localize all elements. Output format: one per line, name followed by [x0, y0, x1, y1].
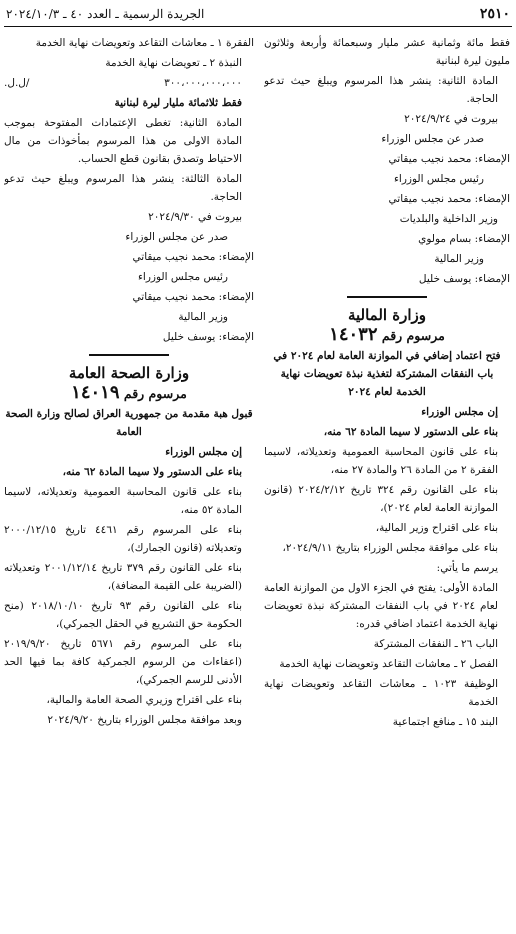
signature-line: الإمضاء: يوسف خليل	[418, 273, 510, 285]
signature-line: الإمضاء: بسام مولوي	[418, 233, 510, 245]
article-two: المادة الثانية: تغطى الإعتمادات المفتوحة بموجب المادة الاولى من هذا المرسوم بمأخوذات من مال الاحتياط وتصدق بقانون قطع الحساب.	[4, 117, 242, 165]
role-line: وزير المالية	[434, 253, 484, 265]
recital: بناء على الدستور لا سيما المادة ٦٢ منه،	[323, 426, 498, 438]
ministry-heading: وزارة الصحة العامة	[68, 364, 190, 382]
signature-line: الإمضاء: محمد نجيب ميقاتي	[132, 251, 254, 263]
date-line: بيروت في ٢٠٢٤/٩/٢٤	[404, 113, 498, 125]
role-line: وزير الداخلية والبلديات	[399, 213, 498, 225]
decree-subject: فتح اعتماد إضافي في الموازنة العامة لعام ٢٠٢٤ في باب النفقات المشتركة لتغذية نبذة تعويضات نهاية الخدمة لعام ٢٠٢٤	[273, 350, 501, 398]
decree-label: مرسوم رقم	[381, 328, 445, 343]
budget-paragraph: الفقرة ١ ـ معاشات التقاعد وتعويضات نهاية الخدمة	[35, 37, 254, 49]
issuer-line: صدر عن مجلس الوزراء	[381, 133, 484, 145]
budget-section: الفصل ٢ ـ معاشات التقاعد وتعويضات نهاية الخدمة	[279, 658, 498, 670]
decree-heading	[4, 384, 254, 403]
issuer-line: صدر عن مجلس الوزراء	[125, 231, 228, 243]
budget-subsection: النبذة ٢ ـ تعويضات نهاية الخدمة	[105, 57, 242, 69]
recital: بناء على الدستور ولا سيما المادة ٦٢ منه،	[62, 466, 242, 478]
journal-title: الجريدة الرسمية ـ العدد ٤٠ ـ ٢٠٢٤/١٠/٣	[6, 7, 205, 21]
right-column	[264, 34, 510, 926]
council-line: إن مجلس الوزراء	[421, 406, 498, 418]
signature-line: الإمضاء: محمد نجيب ميقاتي	[388, 193, 510, 205]
role-line: وزير المالية	[178, 311, 228, 323]
recital: بناء على القانون رقم ٣٧٩ تاريخ ٢٠٠١/١٢/١٤ وتعديلاته (الضريبة على القيمة المضافة)،	[4, 562, 242, 592]
left-column	[4, 34, 254, 926]
header-rule	[4, 26, 512, 27]
budget-function: الوظيفة ١٠٢٣ ـ معاشات التقاعد وتعويضات نهاية الخدمة	[264, 678, 498, 708]
recital: بناء على اقتراح وزيري الصحة العامة والمالية،	[46, 694, 242, 706]
decree-label: مرسوم رقم	[123, 386, 187, 401]
article-one: المادة الأولى: يفتح في الجزء الاول من الموازنة العامة لعام ٢٠٢٤ في باب النفقات المشتركة نبذة تعويضات نهاية الخدمة اعتماد اضافي قدره:	[264, 582, 498, 630]
recital: بناء على قانون المحاسبة العمومية وتعديلاته، لاسيما المادة ٥٢ منه،	[4, 486, 242, 516]
recital: بناء على اقتراح وزير المالية،	[375, 522, 498, 534]
role-line: رئيس مجلس الوزراء	[393, 173, 484, 185]
decree-number: ١٤٠١٩	[71, 382, 120, 403]
page-number: ٢٥١٠	[479, 6, 510, 22]
amount-in-words: فقط مائة وثمانية عشر مليار وسبعمائة وأربعة وثلاثون مليون ليرة لبنانية	[264, 37, 510, 67]
signature-line: الإمضاء: محمد نجيب ميقاتي	[388, 153, 510, 165]
recital: بناء على القانون رقم ٣٢٤ تاريخ ٢٠٢٤/٢/١٢ (قانون الموازنة العامة لعام ٢٠٢٤)،	[264, 484, 498, 514]
article-three: المادة الثالثة: ينشر هذا المرسوم ويبلغ حيث تدعو الحاجة.	[4, 173, 242, 203]
signature-line: الإمضاء: يوسف خليل	[162, 331, 254, 343]
role-line: رئيس مجلس الوزراء	[137, 271, 228, 283]
section-separator	[264, 292, 510, 302]
recital: بناء على المرسوم رقم ٤٤٦١ تاريخ ٢٠٠٠/١٢/١٥ وتعديلاته (قانون الجمارك)،	[4, 524, 242, 554]
amount-value: ٣٠٠،٠٠٠،٠٠٠،٠٠٠	[164, 77, 242, 89]
article-two: المادة الثانية: ينشر هذا المرسوم ويبلغ حيث تدعو الحاجة.	[264, 75, 498, 105]
recital: وبعد موافقة مجلس الوزراء بتاريخ ٢٠٢٤/٩/٢٠	[47, 714, 242, 726]
decree-subject: قبول هبة مقدمة من جمهورية العراق لصالح وزارة الصحة العامة	[5, 408, 253, 438]
budget-chapter: الباب ٢٦ ـ النفقات المشتركة	[373, 638, 498, 650]
budget-item: البند ١٥ ـ منافع اجتماعية	[392, 716, 498, 728]
page-header	[0, 0, 516, 28]
amount-unit: /ل.ل.	[4, 77, 30, 89]
recital: بناء على قانون المحاسبة العمومية وتعديلاته، لاسيما الفقرة ٢ من المادة ٢٦ والمادة ٢٧ منه،	[264, 446, 498, 476]
decree-heading	[264, 326, 510, 345]
council-line: إن مجلس الوزراء	[165, 446, 242, 458]
amount-line	[4, 74, 254, 92]
signature-line: الإمضاء: محمد نجيب ميقاتي	[132, 291, 254, 303]
recital: بناء على موافقة مجلس الوزراء بتاريخ ٢٠٢٤/٩/١١،	[282, 542, 498, 554]
section-separator	[4, 350, 254, 360]
ministry-heading: وزارة المالية	[347, 306, 427, 324]
amount-in-words: فقط ثلاثمائة مليار ليرة لبنانية	[114, 97, 242, 109]
decrees-line: يرسم ما يأتي:	[436, 562, 498, 574]
recital: بناء على القانون رقم ٩٣ تاريخ ٢٠١٨/١٠/١٠ (منح الحكومة حق التشريع في الحقل الجمركي)،	[4, 600, 242, 630]
date-line: بيروت في ٢٠٢٤/٩/٣٠	[148, 211, 242, 223]
decree-number: ١٤٠٣٢	[329, 324, 378, 345]
recital: بناء على المرسوم رقم ٥٦٧١ تاريخ ٢٠١٩/٩/٢٠ (اعفاءات من الرسوم الجمركية كافة بما فيها الحد الأدنى للرسم الجمركي)،	[4, 638, 242, 686]
